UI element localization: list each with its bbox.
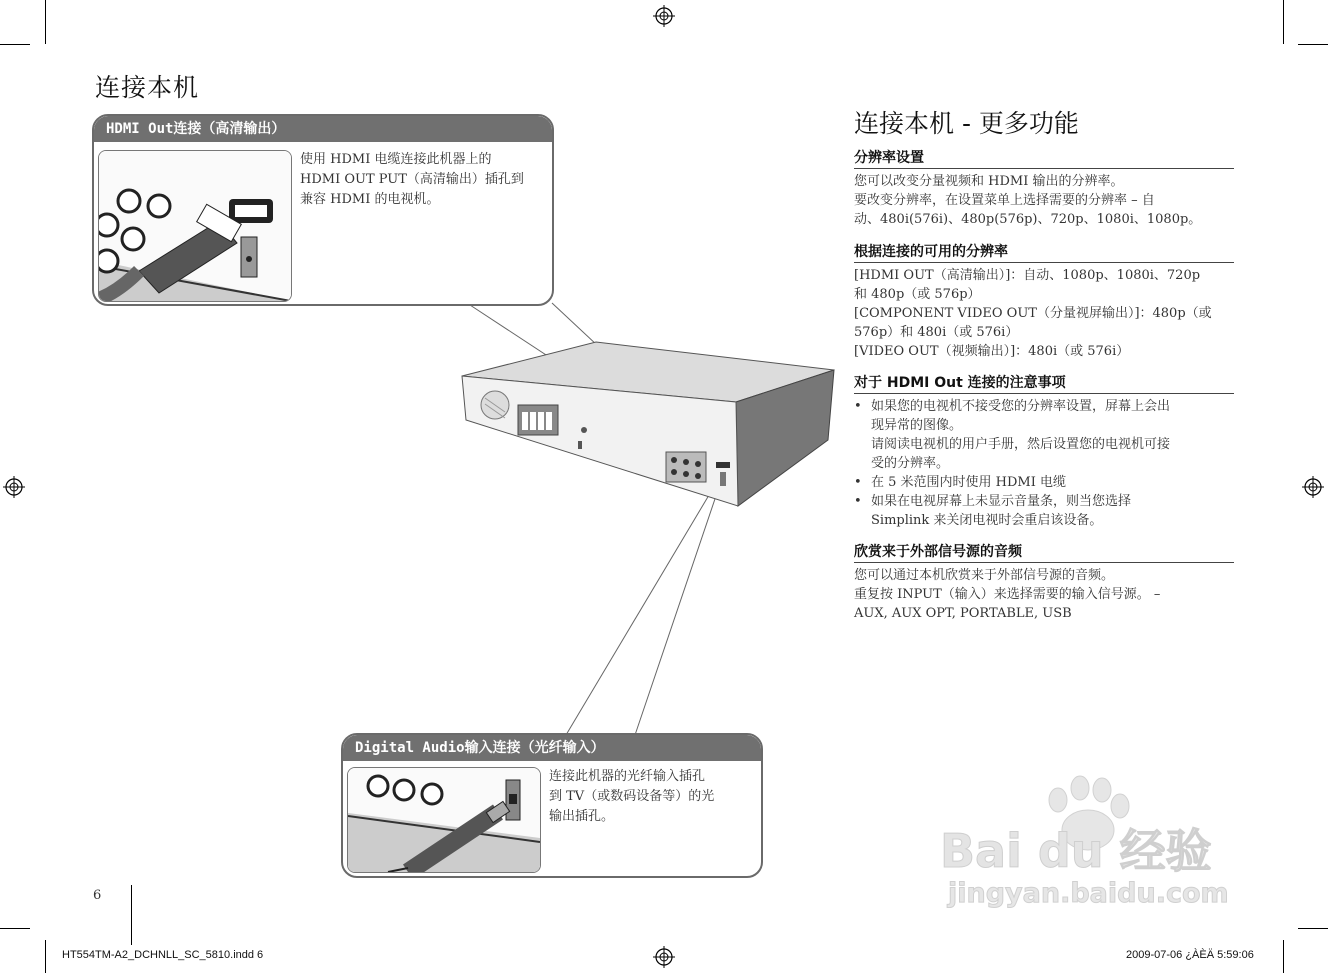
external-audio-section [854, 541, 1234, 623]
section-heading: 欣赏来于外部信号源的音频 [854, 541, 1234, 563]
text-line: 到 TV（或数码设备等）的光 [549, 789, 715, 804]
text-line: 576p）和 480i（或 576i） [854, 325, 1019, 340]
hdmi-cable-illustration [98, 150, 292, 302]
text-line: 连接此机器的光纤输入插孔 [549, 769, 706, 784]
list-item: • 如果在电视屏幕上未显示音量条，则当您选择 Simplink 来关闭电视时会重启该设备。 [854, 492, 1234, 530]
text-line: AUX, AUX OPT, PORTABLE, USB [854, 606, 1072, 621]
watermark-brand: Bai du 经验 [940, 824, 1212, 878]
text-line: 现异常的图像。 [871, 418, 963, 433]
footer-filename: HT554TM-A2_DCHNLL_SC_5810.indd 6 [62, 949, 264, 961]
text-line: [COMPONENT VIDEO OUT（分量视屏输出）]：480p（或 [854, 306, 1212, 321]
section-heading: 分辨率设置 [854, 147, 1234, 169]
text-line: 兼容 HDMI 的电视机。 [300, 192, 440, 207]
page-title: 连接本机 [95, 73, 200, 102]
resolution-settings-section [854, 147, 1234, 229]
text-line: 动、480i(576i)、480p(576p)、720p、1080i、1080p。 [854, 212, 1202, 227]
section-title: 连接本机 - 更多功能 [854, 109, 1079, 138]
text-line: 重复按 INPUT（输入）来选择需要的输入信号源。 – [854, 587, 1161, 602]
text-line: 使用 HDMI 电缆连接此机器上的 [300, 152, 492, 167]
section-heading: 根据连接的可用的分辨率 [854, 241, 1234, 263]
optical-box-text [549, 767, 754, 827]
text-line: 要改变分辨率，在设置菜单上选择需要的分辨率 – 自 [854, 193, 1155, 208]
text-line: 输出插孔。 [549, 809, 615, 824]
optical-cable-illustration [347, 767, 541, 873]
list-item: • 如果您的电视机不接受您的分辨率设置，屏幕上会出 现异常的图像。 请阅读电视机的用户手册，然后设置您的电视机可接 受的分辨率。 [854, 397, 1234, 473]
text-line: [HDMI OUT（高清输出）]：自动、1080p、1080i、720p [854, 268, 1201, 283]
text-line: 如果在电视屏幕上未显示音量条，则当您选择 [871, 494, 1132, 509]
footer-timestamp: 2009-07-06 ¿ÀÈÄ 5:59:06 [1126, 949, 1254, 961]
optical-connection-box [341, 733, 763, 878]
text-line: 如果您的电视机不接受您的分辨率设置，屏幕上会出 [871, 399, 1171, 414]
text-line: 和 480p（或 576p） [854, 287, 981, 302]
hdmi-box-header: HDMI Out连接（高清输出） [94, 116, 552, 142]
hdmi-box-text [300, 150, 550, 210]
section-heading: 对于 HDMI Out 连接的注意事项 [854, 372, 1234, 394]
list-item: • 在 5 米范围内时使用 HDMI 电缆 [854, 473, 1234, 492]
hdmi-notes-section [854, 372, 1234, 530]
text-line: 您可以改变分量视频和 HDMI 输出的分辨率。 [854, 174, 1124, 189]
text-line: 您可以通过本机欣赏来于外部信号源的音频。 [854, 568, 1115, 583]
text-line: HDMI OUT PUT（高清输出）插孔到 [300, 172, 524, 187]
text-line: [VIDEO OUT（视频输出）]：480i（或 576i） [854, 344, 1130, 359]
hdmi-connection-box [92, 114, 554, 306]
baidu-watermark-logo [940, 770, 1240, 920]
text-line: 受的分辨率。 [871, 456, 950, 471]
text-line: Simplink 来关闭电视时会重启该设备。 [871, 513, 1103, 528]
optical-box-header: Digital Audio输入连接（光纤输入） [343, 735, 761, 761]
page-number: 6 [93, 888, 102, 903]
available-resolution-section [854, 241, 1234, 361]
watermark-url: jingyan.baidu.com [948, 878, 1229, 909]
text-line: 请阅读电视机的用户手册，然后设置您的电视机可接 [871, 437, 1171, 452]
text-line: 在 5 米范围内时使用 HDMI 电缆 [871, 475, 1067, 490]
